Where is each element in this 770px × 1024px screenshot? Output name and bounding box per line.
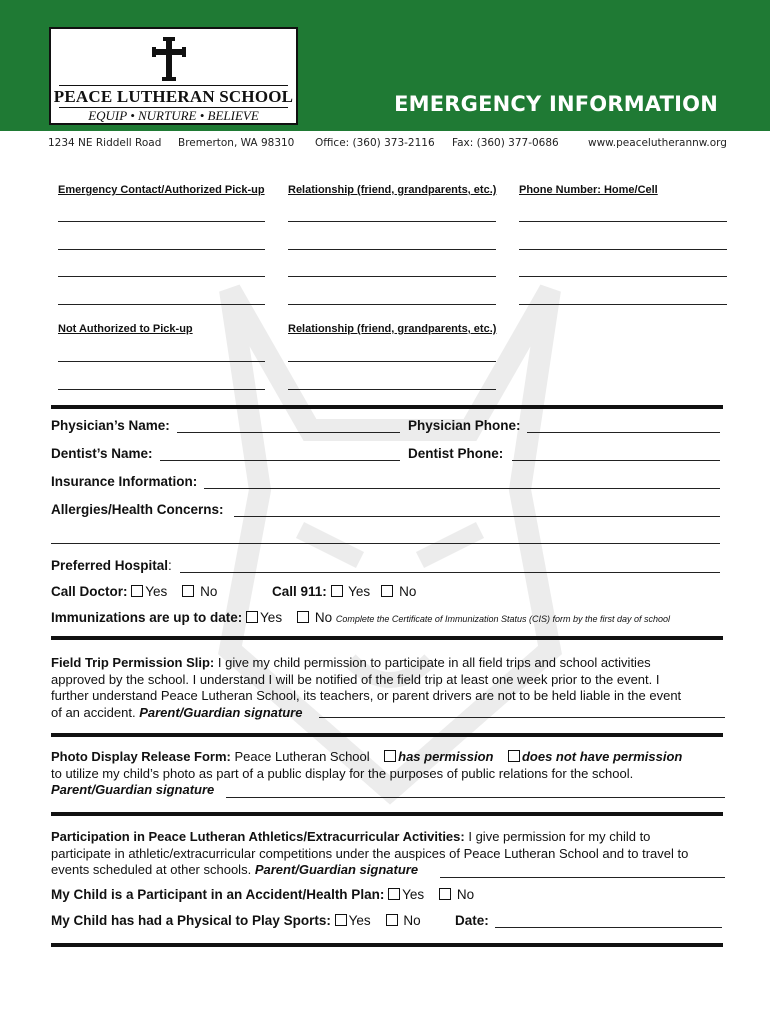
health-plan-label: My Child is a Participant in an Accident/Health Plan: bbox=[51, 887, 385, 902]
school-city: Bremerton, WA 98310 bbox=[178, 137, 295, 149]
insurance-field[interactable] bbox=[204, 488, 720, 489]
photo-no-permission-label: does not have permission bbox=[521, 749, 683, 764]
athletics-text-1: I give permission for my child to bbox=[464, 829, 651, 844]
call-doctor-yes-label: Yes bbox=[145, 584, 168, 599]
physician-phone-field[interactable] bbox=[527, 432, 720, 433]
immunizations-yes-label: Yes bbox=[260, 610, 283, 625]
athletics-signature-field[interactable] bbox=[440, 877, 725, 878]
immunizations-row bbox=[51, 610, 670, 625]
contact-name-field[interactable] bbox=[58, 276, 265, 277]
dentist-phone-field[interactable] bbox=[512, 460, 720, 461]
call-911-yes-label: Yes bbox=[348, 584, 371, 599]
not-authorized-name-field[interactable] bbox=[58, 389, 265, 390]
school-motto: EQUIP • NURTURE • BELIEVE bbox=[88, 108, 259, 123]
relationship-header: Relationship (friend, grandparents, etc.) bbox=[288, 184, 497, 196]
physical-row bbox=[51, 913, 421, 928]
health-plan-yes-label: Yes bbox=[402, 887, 425, 902]
immunizations-label: Immunizations are up to date: bbox=[51, 610, 243, 625]
physician-name-label: Physician’s Name: bbox=[51, 418, 170, 433]
allergies-field-2[interactable] bbox=[51, 543, 720, 544]
field-trip-text-3: further understand Peace Lutheran School, its teachers, or parent drivers are not to be held liable in the event bbox=[51, 688, 682, 703]
fax-number: Fax: (360) 377-0686 bbox=[452, 137, 559, 149]
photo-has-permission-checkbox[interactable] bbox=[384, 750, 396, 762]
contact-name-field[interactable] bbox=[58, 221, 265, 222]
cross-icon bbox=[152, 37, 186, 81]
immunization-note: Complete the Certificate of Immunization Status (CIS) form by the first day of school bbox=[335, 614, 671, 624]
photo-signature-label: Parent/Guardian signature bbox=[51, 782, 215, 797]
field-trip-section bbox=[51, 655, 726, 721]
hospital-label-text: Preferred Hospital bbox=[51, 558, 169, 573]
health-plan-row bbox=[51, 887, 474, 902]
physician-name-field[interactable] bbox=[177, 432, 400, 433]
photo-release-school: Peace Lutheran School bbox=[230, 749, 370, 764]
immunizations-yes-checkbox[interactable] bbox=[246, 611, 258, 623]
physical-no-checkbox[interactable] bbox=[386, 914, 398, 926]
call-doctor-no-label: No bbox=[200, 584, 218, 599]
health-plan-no-label: No bbox=[456, 887, 475, 902]
contact-phone-field[interactable] bbox=[519, 304, 727, 305]
photo-no-permission-checkbox[interactable] bbox=[508, 750, 520, 762]
call-doctor-no-checkbox[interactable] bbox=[182, 585, 194, 597]
field-trip-text-1: I give my child permission to participate in all field trips and school activities bbox=[214, 655, 651, 670]
athletics-text-3: events scheduled at other schools. bbox=[51, 862, 252, 877]
physical-date-field[interactable] bbox=[495, 927, 722, 928]
dentist-name-label: Dentist’s Name: bbox=[51, 446, 153, 461]
phone-header: Phone Number: Home/Cell bbox=[519, 184, 658, 196]
hospital-field[interactable] bbox=[180, 572, 720, 573]
immunizations-no-label: No bbox=[314, 610, 333, 625]
section-divider bbox=[51, 733, 723, 737]
website: www.peacelutherannw.org bbox=[588, 137, 727, 149]
photo-release-heading: Photo Display Release Form: bbox=[51, 749, 231, 764]
physician-phone-label: Physician Phone: bbox=[408, 418, 521, 433]
not-authorized-name-field[interactable] bbox=[58, 361, 265, 362]
photo-signature-field[interactable] bbox=[226, 797, 725, 798]
field-trip-signature-field[interactable] bbox=[319, 717, 725, 718]
physical-yes-checkbox[interactable] bbox=[335, 914, 347, 926]
page-title: EMERGENCY INFORMATION bbox=[394, 92, 718, 116]
physical-yes-label: Yes bbox=[348, 913, 371, 928]
contact-phone-field[interactable] bbox=[519, 276, 727, 277]
athletics-section bbox=[51, 829, 726, 879]
athletics-heading: Participation in Peace Lutheran Athletics/Extracurricular Activities: bbox=[51, 829, 465, 844]
call-911-no-checkbox[interactable] bbox=[381, 585, 393, 597]
dentist-phone-label: Dentist Phone: bbox=[408, 446, 504, 461]
relationship-header-2: Relationship (friend, grandparents, etc.) bbox=[288, 323, 497, 335]
contact-phone-field[interactable] bbox=[519, 249, 727, 250]
section-divider bbox=[51, 812, 723, 816]
contact-relationship-field[interactable] bbox=[288, 221, 496, 222]
athletics-text-2: participate in athletic/extracurricular competitions under the auspices of Peace Lutheran School and to travel to bbox=[51, 845, 689, 861]
field-trip-signature-label: Parent/Guardian signature bbox=[139, 704, 303, 720]
photo-release-section bbox=[51, 749, 726, 799]
physical-date-label: Date: bbox=[455, 913, 489, 928]
allergies-label: Allergies/Health Concerns: bbox=[51, 502, 224, 517]
contact-name-field[interactable] bbox=[58, 249, 265, 250]
contact-relationship-field[interactable] bbox=[288, 276, 496, 277]
health-plan-yes-checkbox[interactable] bbox=[388, 888, 400, 900]
mascot-watermark bbox=[190, 230, 590, 930]
health-plan-no-checkbox[interactable] bbox=[439, 888, 451, 900]
allergies-field[interactable] bbox=[234, 516, 720, 517]
physical-no-label: No bbox=[403, 913, 421, 928]
call-911-label: Call 911: bbox=[272, 584, 327, 599]
contact-name-field[interactable] bbox=[58, 304, 265, 305]
dentist-name-field[interactable] bbox=[160, 460, 400, 461]
not-authorized-header: Not Authorized to Pick-up bbox=[58, 323, 193, 335]
school-address: 1234 NE Riddell Road bbox=[48, 137, 162, 149]
call-doctor-label: Call Doctor: bbox=[51, 584, 128, 599]
call-911-no-label: No bbox=[399, 584, 417, 599]
physical-label: My Child has had a Physical to Play Sports: bbox=[51, 913, 331, 928]
immunizations-no-checkbox[interactable] bbox=[297, 611, 309, 623]
emergency-contact-header: Emergency Contact/Authorized Pick-up bbox=[58, 184, 265, 196]
school-name: PEACE LUTHERAN SCHOOL bbox=[53, 87, 294, 106]
call-doctor-row bbox=[51, 584, 217, 599]
call-doctor-yes-checkbox[interactable] bbox=[131, 585, 143, 597]
section-divider bbox=[51, 636, 723, 640]
contact-info-bar bbox=[0, 131, 770, 153]
contact-relationship-field[interactable] bbox=[288, 304, 496, 305]
school-logo bbox=[49, 27, 298, 125]
hospital-label bbox=[51, 558, 172, 573]
section-divider bbox=[51, 943, 723, 947]
not-authorized-relationship-field[interactable] bbox=[288, 389, 496, 390]
not-authorized-relationship-field[interactable] bbox=[288, 361, 496, 362]
office-phone: Office: (360) 373-2116 bbox=[315, 137, 435, 149]
call-911-row bbox=[272, 584, 416, 599]
field-trip-text-2: approved by the school. I understand I will be notified of the field trip at least one week prior to the event. I bbox=[51, 671, 660, 687]
contact-relationship-field[interactable] bbox=[288, 249, 496, 250]
insurance-label: Insurance Information: bbox=[51, 474, 198, 489]
hospital-label-colon: : bbox=[168, 558, 172, 573]
contact-phone-field[interactable] bbox=[519, 221, 727, 222]
athletics-signature-label: Parent/Guardian signature bbox=[254, 862, 419, 877]
field-trip-heading: Field Trip Permission Slip: bbox=[51, 655, 215, 670]
section-divider bbox=[51, 405, 723, 409]
photo-release-text: to utilize my child’s photo as part of a public display for the purposes of public relations for the school. bbox=[51, 765, 634, 781]
photo-has-permission-label: has permission bbox=[398, 749, 494, 764]
logo-rule-top bbox=[59, 85, 288, 86]
field-trip-text-4: of an accident. bbox=[51, 704, 136, 720]
call-911-yes-checkbox[interactable] bbox=[331, 585, 343, 597]
